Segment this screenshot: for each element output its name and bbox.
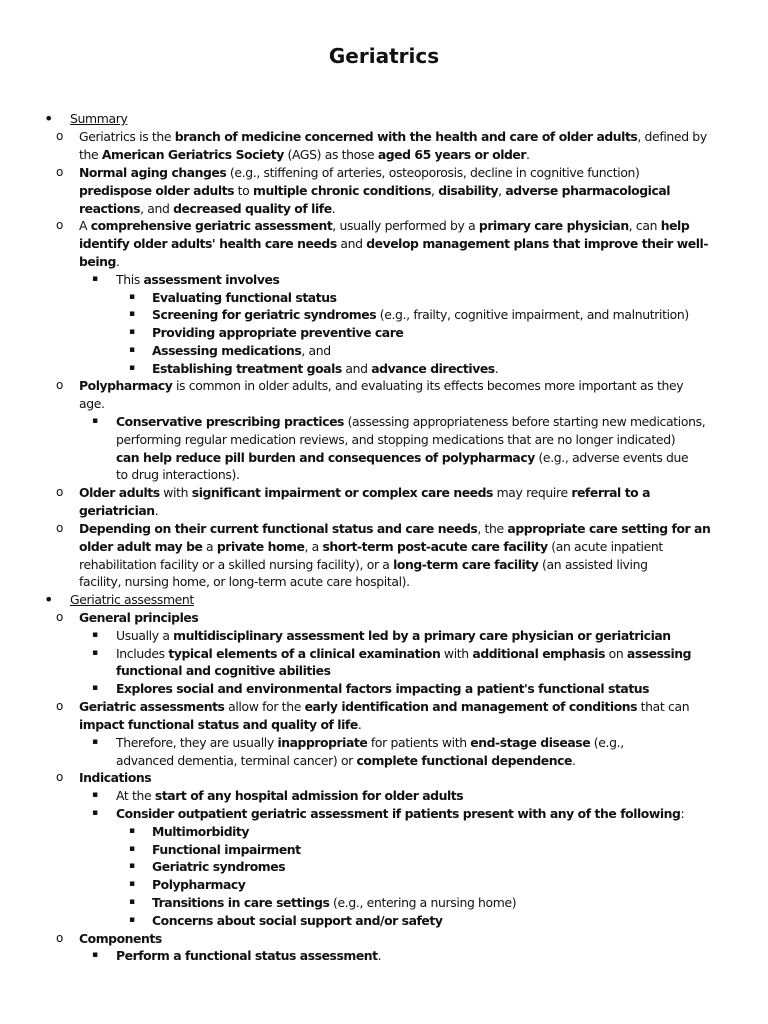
bold-text: aged 65 years or older	[377, 147, 527, 162]
bold-text: impact functional status and quality of life	[79, 717, 358, 732]
sub-bullet-marker: o	[56, 770, 64, 784]
text: ,	[498, 183, 506, 198]
sub-bullet-marker: o	[56, 485, 64, 499]
bold-text: functional and cognitive abilities	[116, 663, 331, 678]
page-title: Geriatrics	[328, 44, 440, 68]
bold-text: Components	[79, 931, 162, 946]
text: , and	[140, 201, 174, 216]
square-bullet-marker: ▪	[92, 416, 99, 426]
text-line-continuation	[79, 573, 410, 591]
bold-text: older adult may be	[79, 539, 203, 554]
sub-bullet-marker: o	[56, 378, 64, 392]
section-heading	[70, 591, 194, 609]
bold-text: significant impairment or complex care needs	[191, 485, 493, 500]
bold-text: Concerns about social support and/or safety	[152, 913, 443, 928]
bold-text: Transitions in care settings	[152, 895, 330, 910]
bold-text: comprehensive geriatric assessment	[90, 218, 333, 233]
text: for patients with	[367, 735, 471, 750]
bold-text: reactions	[79, 201, 141, 216]
text: and	[341, 361, 372, 376]
section-heading	[70, 110, 127, 128]
sub-bullet-marker: o	[56, 165, 64, 179]
text-line-continuation	[79, 182, 670, 200]
text: At the	[116, 788, 155, 803]
list-item-line	[152, 289, 337, 307]
bold-text: Assessing medications	[152, 343, 302, 358]
square-bullet-marker: ▪	[129, 292, 136, 302]
text: .	[526, 147, 530, 162]
bold-text: help	[660, 218, 690, 233]
text: advanced dementia, terminal cancer) or	[116, 753, 357, 768]
text: .	[331, 201, 336, 216]
text-line-continuation	[79, 200, 335, 218]
bold-text: Polypharmacy	[152, 877, 246, 892]
list-item-line	[79, 128, 707, 146]
text: Includes	[116, 646, 169, 661]
bold-text: develop management plans that improve their well-	[366, 236, 709, 251]
list-item-line	[79, 164, 640, 182]
bold-text: Conservative prescribing practices	[116, 414, 344, 429]
text: , defined by	[637, 129, 707, 144]
bold-text: Older adults	[79, 485, 160, 500]
square-bullet-marker: ▪	[92, 630, 99, 640]
text: (e.g., entering a nursing home)	[329, 895, 517, 910]
list-item-line	[116, 734, 624, 752]
bold-text: assessment involves	[143, 272, 280, 287]
bold-text: Screening for geriatric syndromes	[152, 307, 377, 322]
heading-text: Geriatric assessment	[70, 592, 194, 607]
square-bullet-marker: ▪	[92, 790, 99, 800]
bold-text: Perform a functional status assessment	[116, 948, 378, 963]
square-bullet-marker: ▪	[92, 648, 99, 658]
text: with	[440, 646, 473, 661]
text: :	[680, 806, 685, 821]
bullet-marker: •	[44, 590, 54, 609]
list-item-line	[116, 271, 279, 289]
bold-text: inappropriate	[277, 735, 368, 750]
text: .	[357, 717, 362, 732]
sub-bullet-marker: o	[56, 129, 64, 143]
list-item-line	[79, 217, 689, 235]
text: , usually performed by a	[332, 218, 479, 233]
list-item-line	[79, 484, 650, 502]
bold-text: long-term care facility	[393, 557, 539, 572]
text-line-continuation	[79, 716, 361, 734]
square-bullet-marker: ▪	[92, 737, 99, 747]
list-item-line	[152, 324, 403, 342]
bold-text: geriatrician	[79, 503, 155, 518]
text: .	[571, 753, 576, 768]
text: is common in older adults, and evaluating its effects becomes more important as they	[172, 378, 684, 393]
text: , and	[301, 343, 331, 358]
text: (AGS) as those	[283, 147, 378, 162]
bold-text: multidisciplinary assessment led by a primary care physician or geriatrician	[173, 628, 671, 643]
text: on	[605, 646, 627, 661]
text-line-continuation	[79, 253, 120, 271]
list-item-line	[79, 377, 683, 395]
text: , can	[628, 218, 661, 233]
text: allow for the	[224, 699, 305, 714]
bold-text: branch of medicine concerned with the health and care of older adults	[174, 129, 638, 144]
text-line-continuation	[79, 502, 158, 520]
list-item-line	[152, 342, 331, 360]
list-item-line	[152, 360, 498, 378]
list-item-line	[152, 894, 516, 912]
sub-bullet-marker: o	[56, 610, 64, 624]
list-item-line	[152, 912, 443, 930]
text: a	[202, 539, 217, 554]
list-item-line	[116, 627, 671, 645]
text: (assessing appropriateness before starting new medications,	[343, 414, 706, 429]
bold-text: decreased quality of life	[173, 201, 332, 216]
bold-text: additional emphasis	[472, 646, 605, 661]
text-line-continuation	[116, 752, 576, 770]
bold-text: advance directives	[371, 361, 495, 376]
text: (e.g., adverse events due	[534, 450, 689, 465]
bold-text: private home	[216, 539, 305, 554]
text: (an assisted living	[538, 557, 648, 572]
bullet-marker: •	[44, 109, 54, 128]
bold-text: disability	[438, 183, 499, 198]
text-line-continuation	[79, 538, 663, 556]
list-item-line	[116, 413, 705, 431]
text: This	[116, 272, 144, 287]
text: (e.g., stiffening of arteries, osteoporosis, decline in cognitive function)	[226, 165, 640, 180]
sub-bullet-marker: o	[56, 521, 64, 535]
text: A	[79, 218, 91, 233]
text: may require	[493, 485, 572, 500]
bold-text: General principles	[79, 610, 199, 625]
bold-text: appropriate care setting for an	[507, 521, 711, 536]
list-item-line	[116, 805, 684, 823]
bold-text: identify older adults' health care needs	[79, 236, 337, 251]
text: Geriatrics is the	[79, 129, 175, 144]
text: to drug interactions).	[116, 467, 240, 482]
bold-text: Polypharmacy	[79, 378, 173, 393]
list-item-line	[152, 876, 245, 894]
text: that can	[637, 699, 690, 714]
bold-text: Multimorbidity	[152, 824, 250, 839]
bold-text: Functional impairment	[152, 842, 301, 857]
text: Therefore, they are usually	[116, 735, 278, 750]
text: age.	[79, 396, 105, 411]
bold-text: Providing appropriate preventive care	[152, 325, 404, 340]
square-bullet-marker: ▪	[129, 897, 136, 907]
bold-text: predispose older adults	[79, 183, 235, 198]
sub-bullet-marker: o	[56, 699, 64, 713]
list-item-line	[116, 680, 649, 698]
text-line-continuation	[79, 235, 708, 253]
text: (e.g., frailty, cognitive impairment, and malnutrition)	[376, 307, 689, 322]
text-line-continuation	[79, 395, 105, 413]
text: facility, nursing home, or long-term acute care hospital).	[79, 574, 410, 589]
text: .	[115, 254, 120, 269]
square-bullet-marker: ▪	[129, 309, 136, 319]
text-line-continuation	[116, 662, 331, 680]
heading-text: Summary	[70, 111, 128, 126]
bold-text: assessing	[626, 646, 692, 661]
bold-text: complete functional dependence	[356, 753, 572, 768]
square-bullet-marker: ▪	[92, 683, 99, 693]
bold-text: Geriatric assessments	[79, 699, 225, 714]
text: ,	[431, 183, 439, 198]
bold-text: start of any hospital admission for older adults	[154, 788, 464, 803]
text: with	[159, 485, 192, 500]
text-line-continuation	[79, 146, 530, 164]
bold-text: early identification and management of conditions	[304, 699, 638, 714]
square-bullet-marker: ▪	[129, 345, 136, 355]
list-item-line	[79, 930, 162, 948]
square-bullet-marker: ▪	[129, 327, 136, 337]
list-item-line	[152, 841, 301, 859]
bold-text: short-term post-acute care facility	[322, 539, 548, 554]
list-item-line	[79, 769, 151, 787]
text: Usually a	[116, 628, 174, 643]
text-line-continuation	[116, 466, 240, 484]
text-line-continuation	[116, 449, 688, 467]
square-bullet-marker: ▪	[129, 861, 136, 871]
bold-text: Geriatric syndromes	[152, 859, 286, 874]
square-bullet-marker: ▪	[129, 363, 136, 373]
text: performing regular medication reviews, and stopping medications that are no longer indicated)	[116, 432, 676, 447]
list-item-line	[79, 520, 710, 538]
bold-text: can help reduce pill burden and consequences of polypharmacy	[116, 450, 535, 465]
list-item-line	[152, 823, 249, 841]
text: to	[234, 183, 253, 198]
bold-text: primary care physician	[478, 218, 629, 233]
bold-text: Evaluating functional status	[152, 290, 337, 305]
square-bullet-marker: ▪	[92, 950, 99, 960]
text: and	[336, 236, 367, 251]
list-item-line	[116, 645, 691, 663]
text: the	[79, 147, 102, 162]
list-item-line	[116, 947, 381, 965]
bold-text: Indications	[79, 770, 152, 785]
list-item-line	[152, 858, 285, 876]
bold-text: Depending on their current functional status and care needs	[79, 521, 478, 536]
bold-text: Explores social and environmental factors impacting a patient's functional status	[116, 681, 650, 696]
list-item-line	[79, 609, 198, 627]
square-bullet-marker: ▪	[129, 844, 136, 854]
sub-bullet-marker: o	[56, 931, 64, 945]
bold-text: referral to a	[571, 485, 651, 500]
list-item-line	[152, 306, 689, 324]
bold-text: adverse pharmacological	[505, 183, 671, 198]
list-item-line	[79, 698, 689, 716]
bold-text: typical elements of a clinical examination	[168, 646, 441, 661]
text: .	[494, 361, 499, 376]
square-bullet-marker: ▪	[129, 879, 136, 889]
text: , a	[304, 539, 323, 554]
text: , the	[477, 521, 508, 536]
text-line-continuation	[79, 556, 648, 574]
square-bullet-marker: ▪	[129, 826, 136, 836]
list-item-line	[116, 787, 463, 805]
text: rehabilitation facility or a skilled nursing facility), or a	[79, 557, 394, 572]
text: .	[154, 503, 159, 518]
bold-text: Normal aging changes	[79, 165, 227, 180]
text: (an acute inpatient	[547, 539, 663, 554]
square-bullet-marker: ▪	[129, 915, 136, 925]
text-line-continuation	[116, 431, 675, 449]
sub-bullet-marker: o	[56, 218, 64, 232]
text: (e.g.,	[590, 735, 624, 750]
bold-text: being	[79, 254, 116, 269]
bold-text: multiple chronic conditions	[252, 183, 432, 198]
text: .	[377, 948, 382, 963]
bold-text: American Geriatrics Society	[101, 147, 284, 162]
bold-text: end-stage disease	[470, 735, 591, 750]
bold-text: Establishing treatment goals	[152, 361, 342, 376]
bold-text: Consider outpatient geriatric assessment if patients present with any of the following	[116, 806, 681, 821]
square-bullet-marker: ▪	[92, 274, 99, 284]
square-bullet-marker: ▪	[92, 808, 99, 818]
